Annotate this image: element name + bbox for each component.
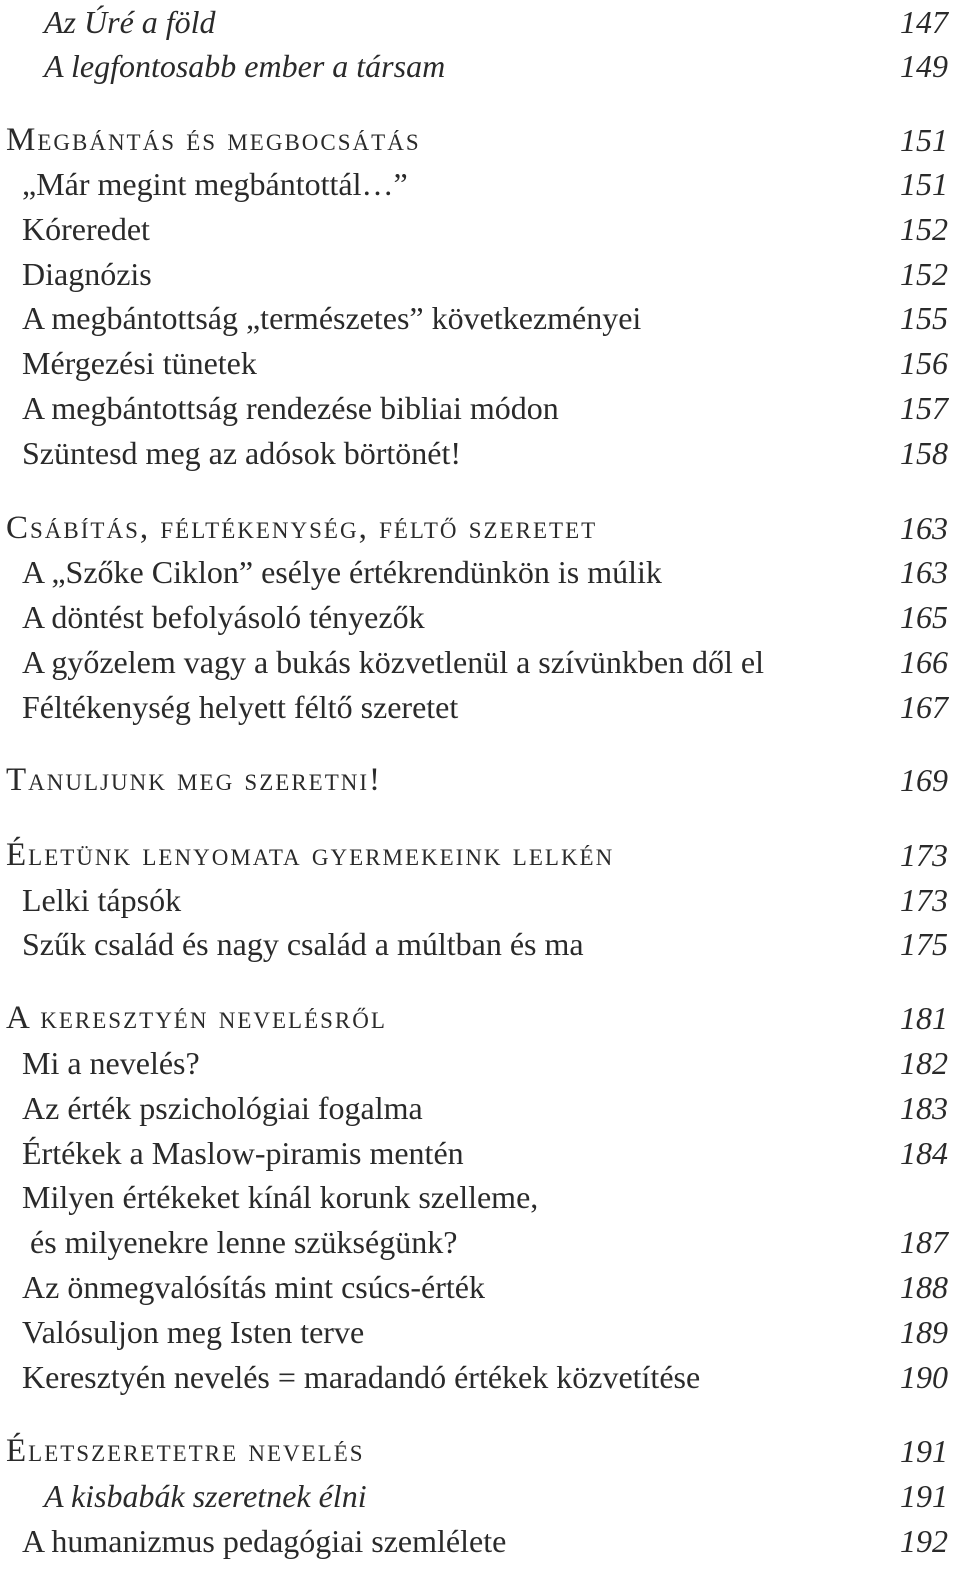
entry-title: A győzelem vagy a bukás közvetlenül a szívünkben dől el	[22, 644, 765, 680]
chapter-title: A keresztyén nevelésről	[6, 1000, 387, 1036]
page-number: 169	[900, 762, 948, 798]
entry-title: Féltékenység helyett féltő szeretet	[22, 689, 459, 725]
entry-title: Az érték pszichológiai fogalma	[22, 1090, 423, 1126]
toc-entry-row	[0, 1519, 960, 1563]
entry-title: A megbántottság „természetes” következményei	[22, 300, 642, 336]
entry-title: A döntést befolyásoló tényezők	[22, 599, 425, 635]
page-number: 173	[900, 837, 948, 873]
toc-entry-row	[0, 1175, 960, 1219]
page-number: 158	[900, 435, 948, 471]
page-number: 147	[900, 4, 948, 40]
toc-chapter-row	[0, 758, 960, 802]
entry-title: Szüntesd meg az adósok börtönét!	[22, 435, 461, 471]
entry-title: Valósuljon meg Isten terve	[22, 1314, 365, 1350]
entry-title: Mérgezési tünetek	[22, 345, 257, 381]
toc-entry-row	[0, 922, 960, 966]
page-number: 191	[900, 1478, 948, 1514]
chapter-title: Életünk lenyomata gyermekeink lelkén	[6, 837, 615, 873]
toc-entry-row	[0, 1310, 960, 1354]
toc-chapter-row	[0, 996, 960, 1040]
page-number: 184	[900, 1135, 948, 1171]
toc-entry-row	[0, 1355, 960, 1399]
entry-title: Mi a nevelés?	[22, 1045, 200, 1081]
entry-title: A „Szőke Ciklon” esélye értékrendünkön is múlik	[22, 554, 662, 590]
page-number: 166	[900, 644, 948, 680]
page-number: 151	[900, 166, 948, 202]
page-number: 183	[900, 1090, 948, 1126]
toc-entry-row	[0, 341, 960, 385]
page-number: 190	[900, 1359, 948, 1395]
page-number: 152	[900, 211, 948, 247]
toc-entry-row	[0, 878, 960, 922]
page-number: 175	[900, 926, 948, 962]
toc-entry-row	[0, 595, 960, 639]
page-number: 157	[900, 390, 948, 426]
chapter-title: Megbántás és megbocsátás	[6, 122, 421, 158]
entry-title: A legfontosabb ember a társam	[44, 48, 446, 84]
entry-title: A kisbabák szeretnek élni	[44, 1478, 367, 1514]
entry-title: Keresztyén nevelés = maradandó értékek közvetítése	[22, 1359, 701, 1395]
page-number: 155	[900, 300, 948, 336]
toc-entry-row	[0, 162, 960, 206]
chapter-title: Életszeretetre nevelés	[6, 1433, 365, 1469]
entry-title: és milyenekre lenne szükségünk?	[30, 1224, 458, 1260]
toc-entry-row	[0, 1131, 960, 1175]
entry-title: A megbántottság rendezése bibliai módon	[22, 390, 559, 426]
entry-title: Az Úré a föld	[44, 4, 216, 40]
toc-entry-row	[0, 1220, 960, 1264]
page-number: 187	[900, 1224, 948, 1260]
page-number: 189	[900, 1314, 948, 1350]
page-number: 163	[900, 554, 948, 590]
toc-entry-row	[0, 640, 960, 684]
page-number: 156	[900, 345, 948, 381]
toc-entry-row	[0, 296, 960, 340]
entry-title: Milyen értékeket kínál korunk szelleme,	[22, 1179, 539, 1215]
toc-entry-row	[0, 550, 960, 594]
page-number: 151	[900, 122, 948, 158]
toc-chapter-row	[0, 118, 960, 162]
toc-entry-row	[0, 207, 960, 251]
chapter-title: Tanuljunk meg szeretni!	[6, 762, 383, 798]
page-number: 149	[900, 48, 948, 84]
entry-title: Lelki tápsók	[22, 882, 182, 918]
toc-entry-row	[0, 1474, 960, 1518]
toc-entry-row	[0, 1041, 960, 1085]
page-number: 192	[900, 1523, 948, 1559]
entry-title: Értékek a Maslow-piramis mentén	[22, 1135, 464, 1171]
toc-entry-row	[0, 1265, 960, 1309]
page-number: 167	[900, 689, 948, 725]
page-number: 152	[900, 256, 948, 292]
toc-entry-row	[0, 0, 960, 44]
toc-entry-row	[0, 44, 960, 88]
page-number: 191	[900, 1433, 948, 1469]
entry-title: Szűk család és nagy család a múltban és ma	[22, 926, 584, 962]
page-number: 181	[900, 1000, 948, 1036]
page-number: 165	[900, 599, 948, 635]
page-number: 188	[900, 1269, 948, 1305]
page-number: 163	[900, 510, 948, 546]
entry-title: Diagnózis	[22, 256, 152, 292]
toc-entry-row	[0, 386, 960, 430]
page-number: 173	[900, 882, 948, 918]
entry-title: A humanizmus pedagógiai szemlélete	[22, 1523, 507, 1559]
chapter-title: Csábítás, féltékenység, féltő szeretet	[6, 510, 598, 546]
toc-chapter-row	[0, 506, 960, 550]
toc-entry-row	[0, 252, 960, 296]
toc-chapter-row	[0, 1429, 960, 1473]
toc-entry-row	[0, 1086, 960, 1130]
entry-title: „Már megint megbántottál…”	[22, 166, 408, 202]
entry-title: Kóreredet	[22, 211, 150, 247]
toc-entry-row	[0, 685, 960, 729]
toc-entry-row	[0, 431, 960, 475]
entry-title: Az önmegvalósítás mint csúcs-érték	[22, 1269, 485, 1305]
page-number: 182	[900, 1045, 948, 1081]
toc-chapter-row	[0, 833, 960, 877]
